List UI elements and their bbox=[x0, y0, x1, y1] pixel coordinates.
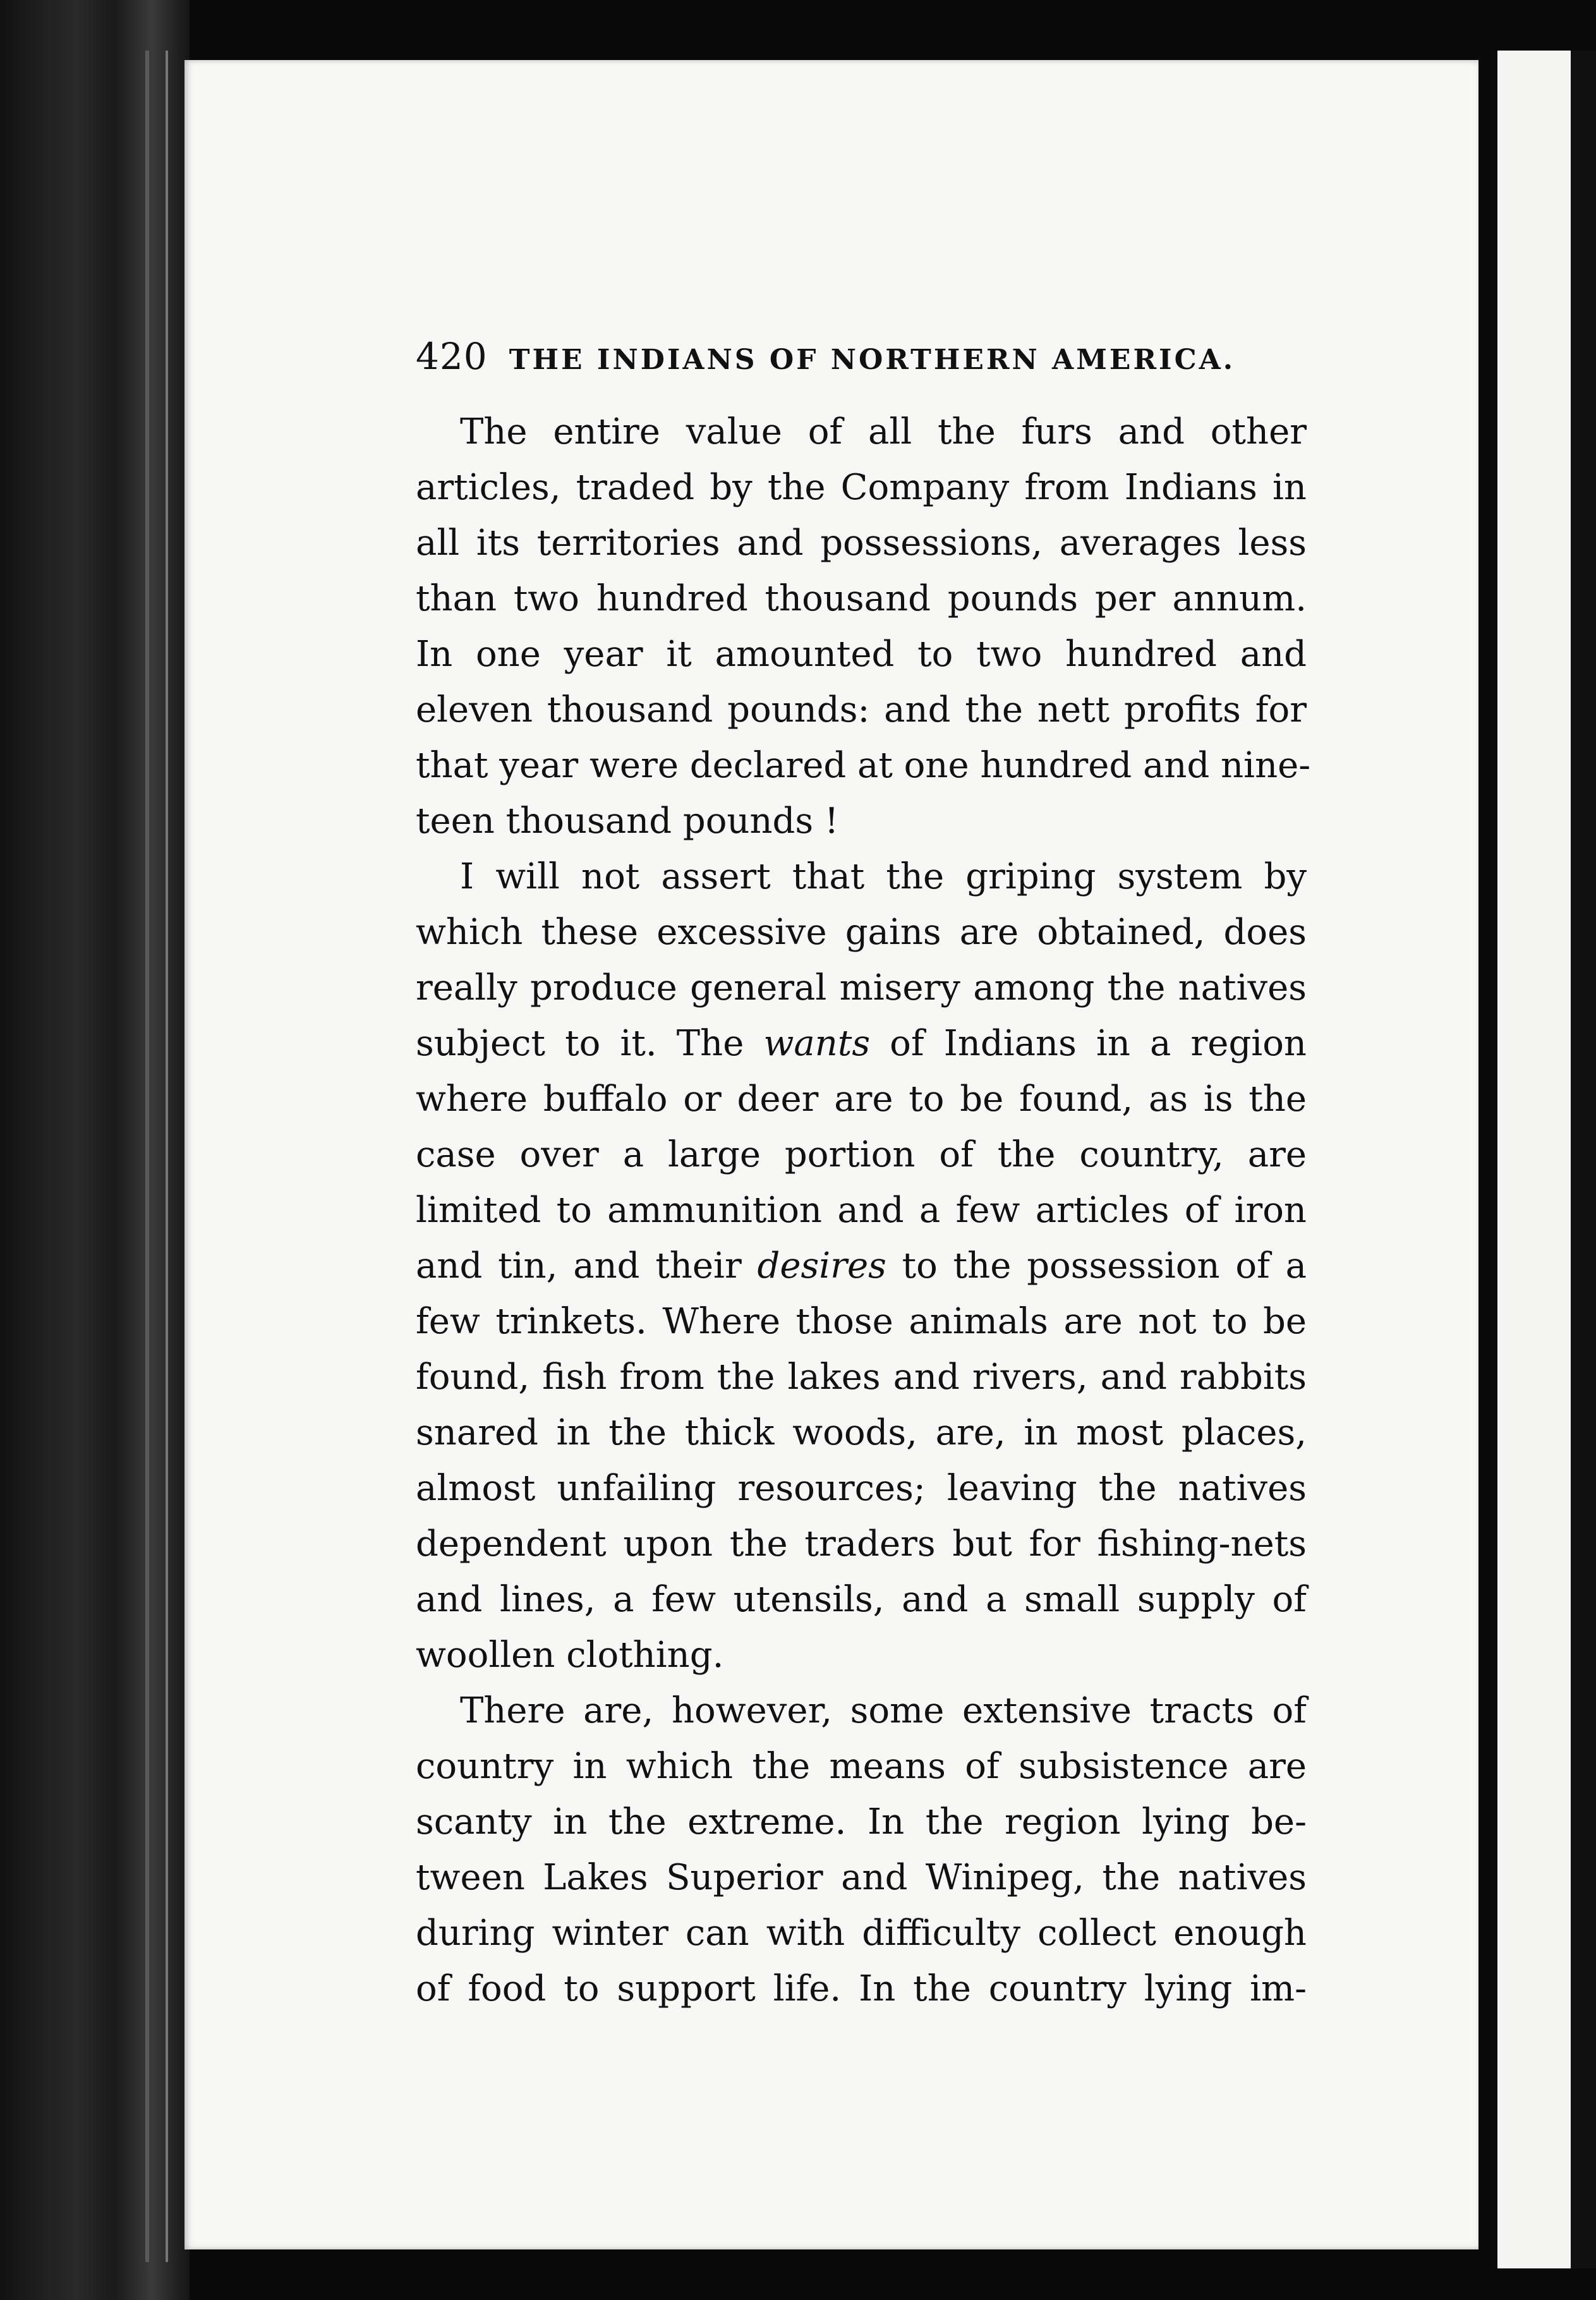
text-line: limited to ammunition and a few articles of iron bbox=[416, 1190, 1307, 1231]
text-line: tween Lakes Superior and Winipeg, the natives bbox=[416, 1857, 1307, 1898]
running-head bbox=[416, 335, 1236, 378]
text-line: There are, however, some extensive tracts of bbox=[460, 1690, 1307, 1731]
running-title: THE INDIANS OF NORTHERN AMERICA. bbox=[509, 344, 1236, 376]
text-line: found, fish from the lakes and rivers, and rabbits bbox=[416, 1357, 1307, 1398]
text-line: woollen clothing. bbox=[416, 1635, 724, 1676]
text-line: The entire value of all the furs and other bbox=[460, 411, 1307, 452]
text-line: case over a large portion of the country, are bbox=[416, 1134, 1307, 1175]
page-number: 420 bbox=[416, 335, 488, 378]
text-line: that year were declared at one hundred and nine- bbox=[416, 745, 1311, 786]
text-line: and lines, a few utensils, and a small supply of bbox=[416, 1579, 1307, 1620]
text-line: articles, traded by the Company from Indians in bbox=[416, 467, 1307, 508]
text-line: subject to it. The wants of Indians in a region bbox=[416, 1023, 1307, 1064]
text-line: which these excessive gains are obtained, does bbox=[416, 912, 1307, 953]
text-line: almost unfailing resources; leaving the natives bbox=[416, 1468, 1307, 1509]
text-line: scanty in the extreme. In the region lying be- bbox=[416, 1801, 1307, 1843]
body-text bbox=[416, 404, 1311, 2017]
text-line: of food to support life. In the country lying im- bbox=[416, 1968, 1307, 2009]
spine-edge-line bbox=[166, 51, 168, 2262]
text-line: than two hundred thousand pounds per annum. bbox=[416, 578, 1307, 619]
book-spine bbox=[0, 0, 190, 2300]
text-line: snared in the thick woods, are, in most places, bbox=[416, 1412, 1307, 1453]
text-line: country in which the means of subsistence are bbox=[416, 1746, 1307, 1787]
text-line: eleven thousand pounds: and the nett profits for bbox=[416, 689, 1307, 730]
text-line: I will not assert that the griping system by bbox=[460, 856, 1307, 897]
facing-page-shadow bbox=[1571, 51, 1596, 2268]
text-line: and tin, and their desires to the possession of a bbox=[416, 1245, 1307, 1286]
spine-edge-line bbox=[145, 51, 149, 2262]
facing-page-edge bbox=[1491, 51, 1596, 2268]
text-line: really produce general misery among the natives bbox=[416, 967, 1307, 1008]
text-line: during winter can with difficulty collect enough bbox=[416, 1913, 1307, 1954]
text-line: dependent upon the traders but for fishing-nets bbox=[416, 1523, 1307, 1565]
text-line: where buffalo or deer are to be found, as is the bbox=[416, 1079, 1307, 1120]
text-line: few trinkets. Where those animals are not to be bbox=[416, 1301, 1307, 1342]
text-line: all its territories and possessions, averages less bbox=[416, 523, 1307, 564]
text-line: teen thousand pounds ! bbox=[416, 801, 839, 842]
text-line: In one year it amounted to two hundred and bbox=[416, 634, 1307, 675]
